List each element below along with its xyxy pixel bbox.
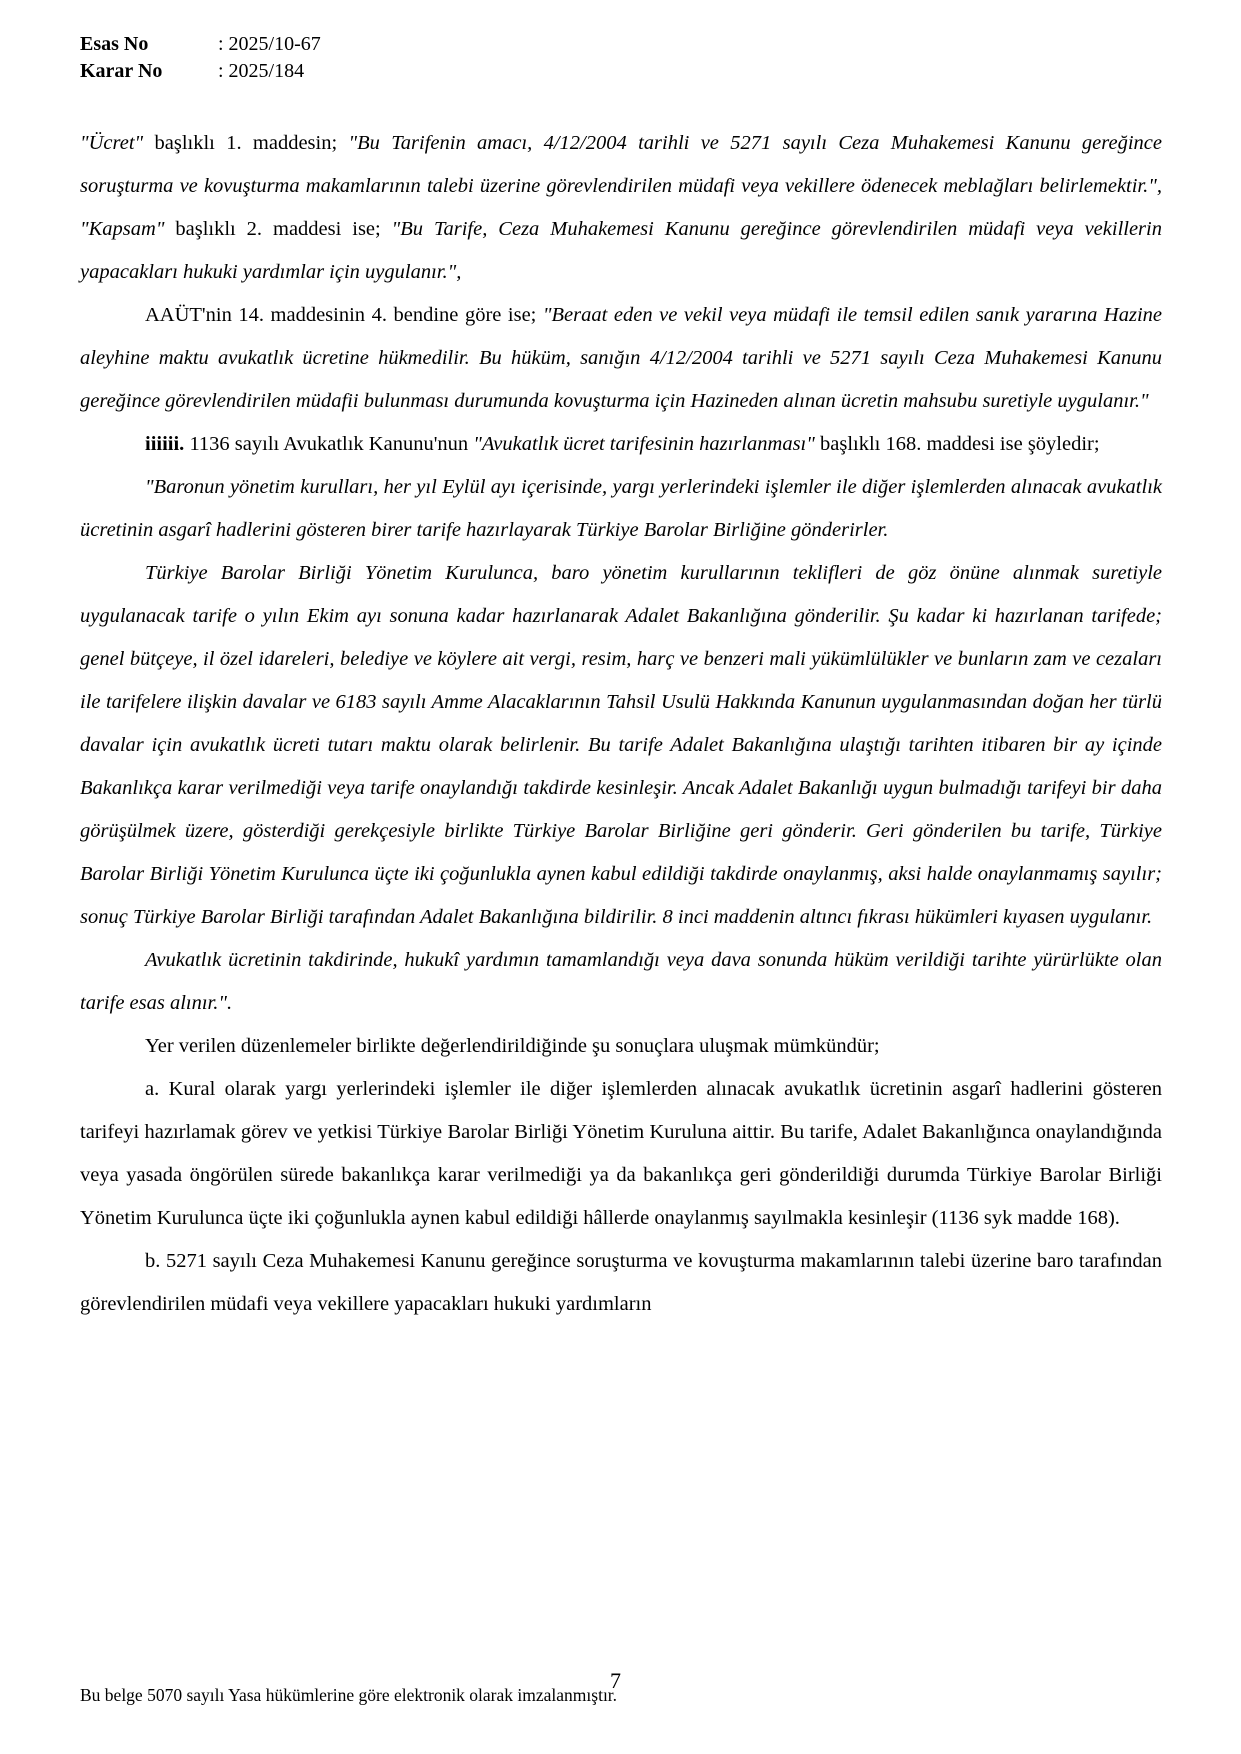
esas-no-label: Esas No <box>80 33 149 55</box>
paragraph <box>80 294 1162 423</box>
text-run: "Ücret" <box>80 132 144 154</box>
text-run: "Bu Tarife, Ceza Muhakemesi Kanunu gereğince görevlendirilen müdafi veya vekillerin yapacakları hukuki yardımlar için uygulanır.", <box>80 218 1162 283</box>
paragraph <box>80 1240 1162 1326</box>
paragraph <box>80 552 1162 939</box>
case-header <box>80 31 321 85</box>
text-run: "Baronun yönetim kurulları, her yıl Eylül ayı içerisinde, yargı yerlerindeki işlemler ile diğer işlemlerden alınacak avukatlık ücretinin asgarî hadlerini gösteren birer tarife hazırlayarak Türkiye Barolar Birliğine gönderirler. <box>80 476 1162 541</box>
text-run: iiiiii. <box>145 433 185 455</box>
text-run: a. Kural olarak yargı yerlerindeki işlemler ile diğer işlemlerden alınacak avukatlık ücretinin asgarî hadlerini gösteren tarifeyi hazırlamak görev ve yetkisi Türkiye Barolar Birliği Yönetim Kuruluna aittir. Bu tarife, Adalet Bakanlığınca onaylandığında veya yasada öngörülen sürede bakanlıkça karar verilmediği ya da bakanlıkça geri gönderildiği durumda Türkiye Barolar Birliği Yönetim Kurulunca üçte iki çoğunlukla aynen kabul edildiği hâllerde onaylanmış sayılmakla kesinleşir (1136 syk madde 168). <box>80 1078 1162 1229</box>
esas-no-row <box>80 31 321 58</box>
text-run: başlıklı 1. maddesin; <box>143 132 349 154</box>
text-run: b. 5271 sayılı Ceza Muhakemesi Kanunu gereğince soruşturma ve kovuşturma makamlarının talebi üzerine baro tarafından görevlendirilen müdafi veya vekillere yapacakları hukuki yardımların <box>80 1250 1162 1315</box>
karar-no-label: Karar No <box>80 60 163 82</box>
text-run: başlıklı 2. maddesi ise; <box>164 218 392 240</box>
text-run: Türkiye Barolar Birliği Yönetim Kurulunca, baro yönetim kurullarının teklifleri de göz önüne alınmak suretiyle uygulanacak tarife o yılın Ekim ayı sonuna kadar hazırlanarak Adalet Bakanlığına gönderilir. Şu kadar ki hazırlanan tarifede; genel bütçeye, il özel idareleri, belediye ve köylere ait vergi, resim, harç ve benzeri mali yükümlülükler ve bunların zam ve cezaları ile tarifelere ilişkin davalar ve 6183 sayılı Amme Alacaklarının Tahsil Usulü Hakkında Kanunun uygulanmasından doğan her türlü davalar için avukatlık ücreti tutarı maktu olarak belirlenir. Bu tarife Adalet Bakanlığına ulaştığı tarihten itibaren bir ay içinde Bakanlıkça karar verilmediği veya tarife onaylandığı takdirde kesinleşir. Ancak Adalet Bakanlığı uygun bulmadığı tarifeyi bir daha görüşülmek üzere, gösterdiği gerekçesiyle birlikte Türkiye Barolar Birliğine geri gönderir. Geri gönderilen bu tarife, Türkiye Barolar Birliği Yönetim Kurulunca üçte iki çoğunlukla aynen kabul edildiği takdirde onaylanmış, aksi halde onaylanmamış sayılır; sonuç Türkiye Barolar Birliği tarafından Adalet Bakanlığına bildirilir. 8 inci maddenin altıncı fıkrası hükümleri kıyasen uygulanır. <box>80 562 1162 928</box>
page-number: 7 <box>610 1668 621 1693</box>
paragraph <box>80 939 1162 1025</box>
paragraph <box>80 1025 1162 1068</box>
paragraph <box>80 122 1162 294</box>
document-body <box>80 122 1162 1326</box>
text-run: Yer verilen düzenlemeler birlikte değerlendirildiğinde şu sonuçlara uluşmak mümkündür; <box>145 1035 880 1057</box>
esas-no-value: : 2025/10-67 <box>218 33 321 55</box>
text-run: "Bu Tarifenin amacı, 4/12/2004 tarihli ve 5271 sayılı Ceza Muhakemesi Kanunu gereğince soruşturma ve kovuşturma makamlarının talebi üzerine görevlendirilen müdafi veya vekillere ödenecek meblağları belirlemektir.", "Kapsam" <box>80 132 1162 240</box>
karar-no-row <box>80 58 321 85</box>
paragraph <box>80 1068 1162 1240</box>
electronic-signature-note: Bu belge 5070 sayılı Yasa hükümlerine göre elektronik olarak imzalanmıştır. <box>80 1685 618 1705</box>
karar-no-value: : 2025/184 <box>218 60 305 82</box>
text-run: "Beraat eden ve vekil veya müdafi ile temsil edilen sanık yararına Hazine aleyhine maktu avukatlık ücretine hükmedilir. Bu hüküm, sanığın 4/12/2004 tarihli ve 5271 sayılı Ceza Muhakemesi Kanunu gereğince görevlendirilen müdafii bulunması durumunda kovuşturma için Hazineden alınan ücretin mahsubu suretiyle uygulanır." <box>80 304 1163 412</box>
text-run: "Avukatlık ücret tarifesinin hazırlanması" <box>473 433 815 455</box>
text-run: başlıklı 168. maddesi ise şöyledir; <box>814 433 1100 455</box>
text-run: AAÜT'nin 14. maddesinin 4. bendine göre ise; <box>145 304 543 326</box>
paragraph <box>80 423 1162 466</box>
text-run: 1136 sayılı Avukatlık Kanunu'nun <box>184 433 474 455</box>
text-run: Avukatlık ücretinin takdirinde, hukukî yardımın tamamlandığı veya dava sonunda hüküm verildiği tarihte yürürlükte olan tarife esas alınır.". <box>80 949 1162 1014</box>
paragraph <box>80 466 1162 552</box>
